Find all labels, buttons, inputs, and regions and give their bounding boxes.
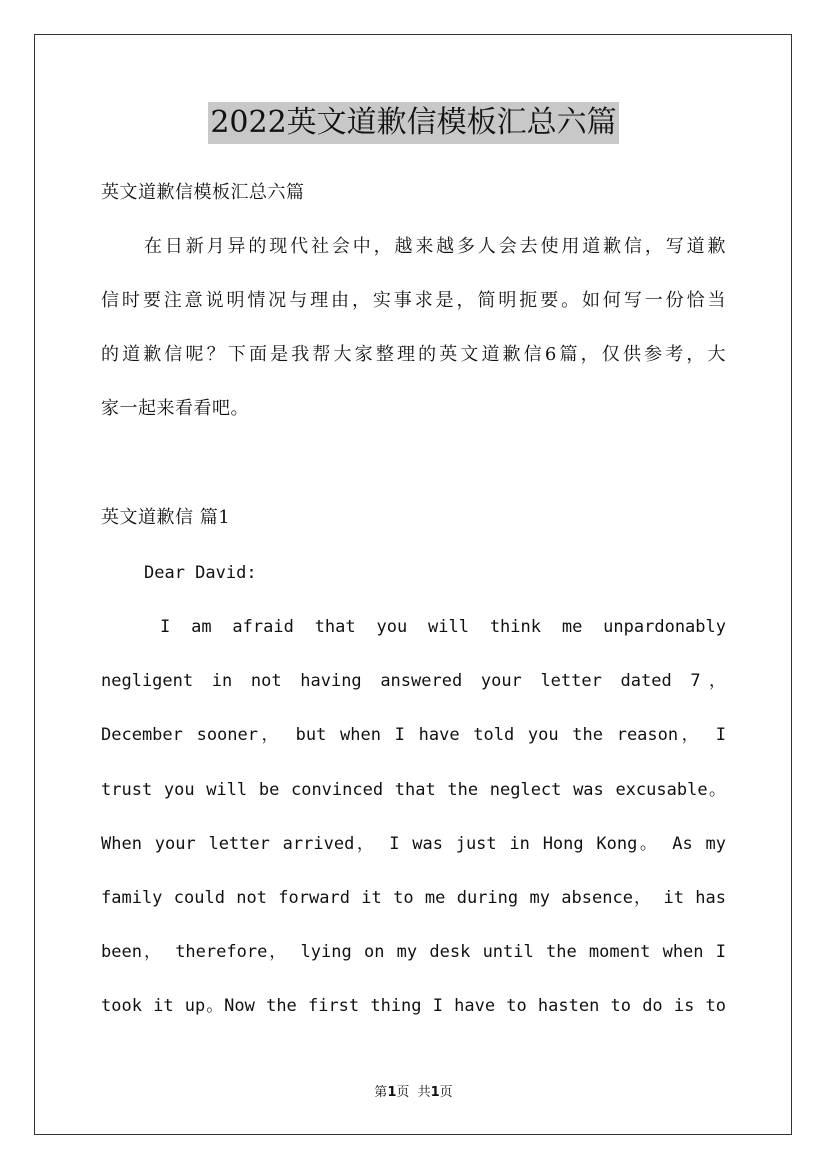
letter-body-line: been， therefore， lying on my desk until the moment when I — [101, 942, 726, 962]
letter-salutation: Dear David: — [144, 563, 257, 583]
intro-line: 信时要注意说明情况与理由，实事求是，简明扼要。如何写一份恰当 — [101, 290, 726, 311]
section-heading: 英文道歉信 篇1 — [101, 507, 231, 528]
intro-line: 家一起来看看吧。 — [101, 398, 249, 419]
footer-page-number: 1 — [387, 1085, 397, 1100]
intro-line: 的道歉信呢？下面是我帮大家整理的英文道歉信6篇，仅供参考，大 — [101, 344, 726, 365]
letter-body-line: took it up。Now the first thing I have to hasten to do is to — [101, 996, 726, 1016]
document-subtitle: 英文道歉信模板汇总六篇 — [101, 182, 305, 203]
footer-page-mid: 页 共 — [396, 1085, 431, 1100]
footer-page-total: 1 — [430, 1085, 440, 1100]
document-title-text: 2022英文道歉信模板汇总六篇 — [208, 102, 618, 144]
intro-line: 在日新月异的现代社会中，越来越多人会去使用道歉信，写道歉 — [144, 236, 726, 257]
footer-page-prefix: 第 — [374, 1085, 388, 1100]
letter-body-line: When your letter arrived， I was just in Hong Kong。 As my — [101, 834, 726, 854]
letter-body-line: December sooner， but when I have told you the reason， I — [101, 725, 726, 745]
page-footer — [0, 1084, 827, 1102]
document-title — [0, 102, 827, 144]
letter-body-line: I am afraid that you will think me unpardonably — [160, 617, 726, 637]
letter-body-line: trust you will be convinced that the neglect was excusable。 — [101, 780, 726, 800]
letter-body-line: negligent in not having answered your letter dated 7， — [101, 671, 726, 691]
letter-body-line: family could not forward it to me during my absence， it has — [101, 888, 726, 908]
footer-page-suffix: 页 — [439, 1085, 453, 1100]
